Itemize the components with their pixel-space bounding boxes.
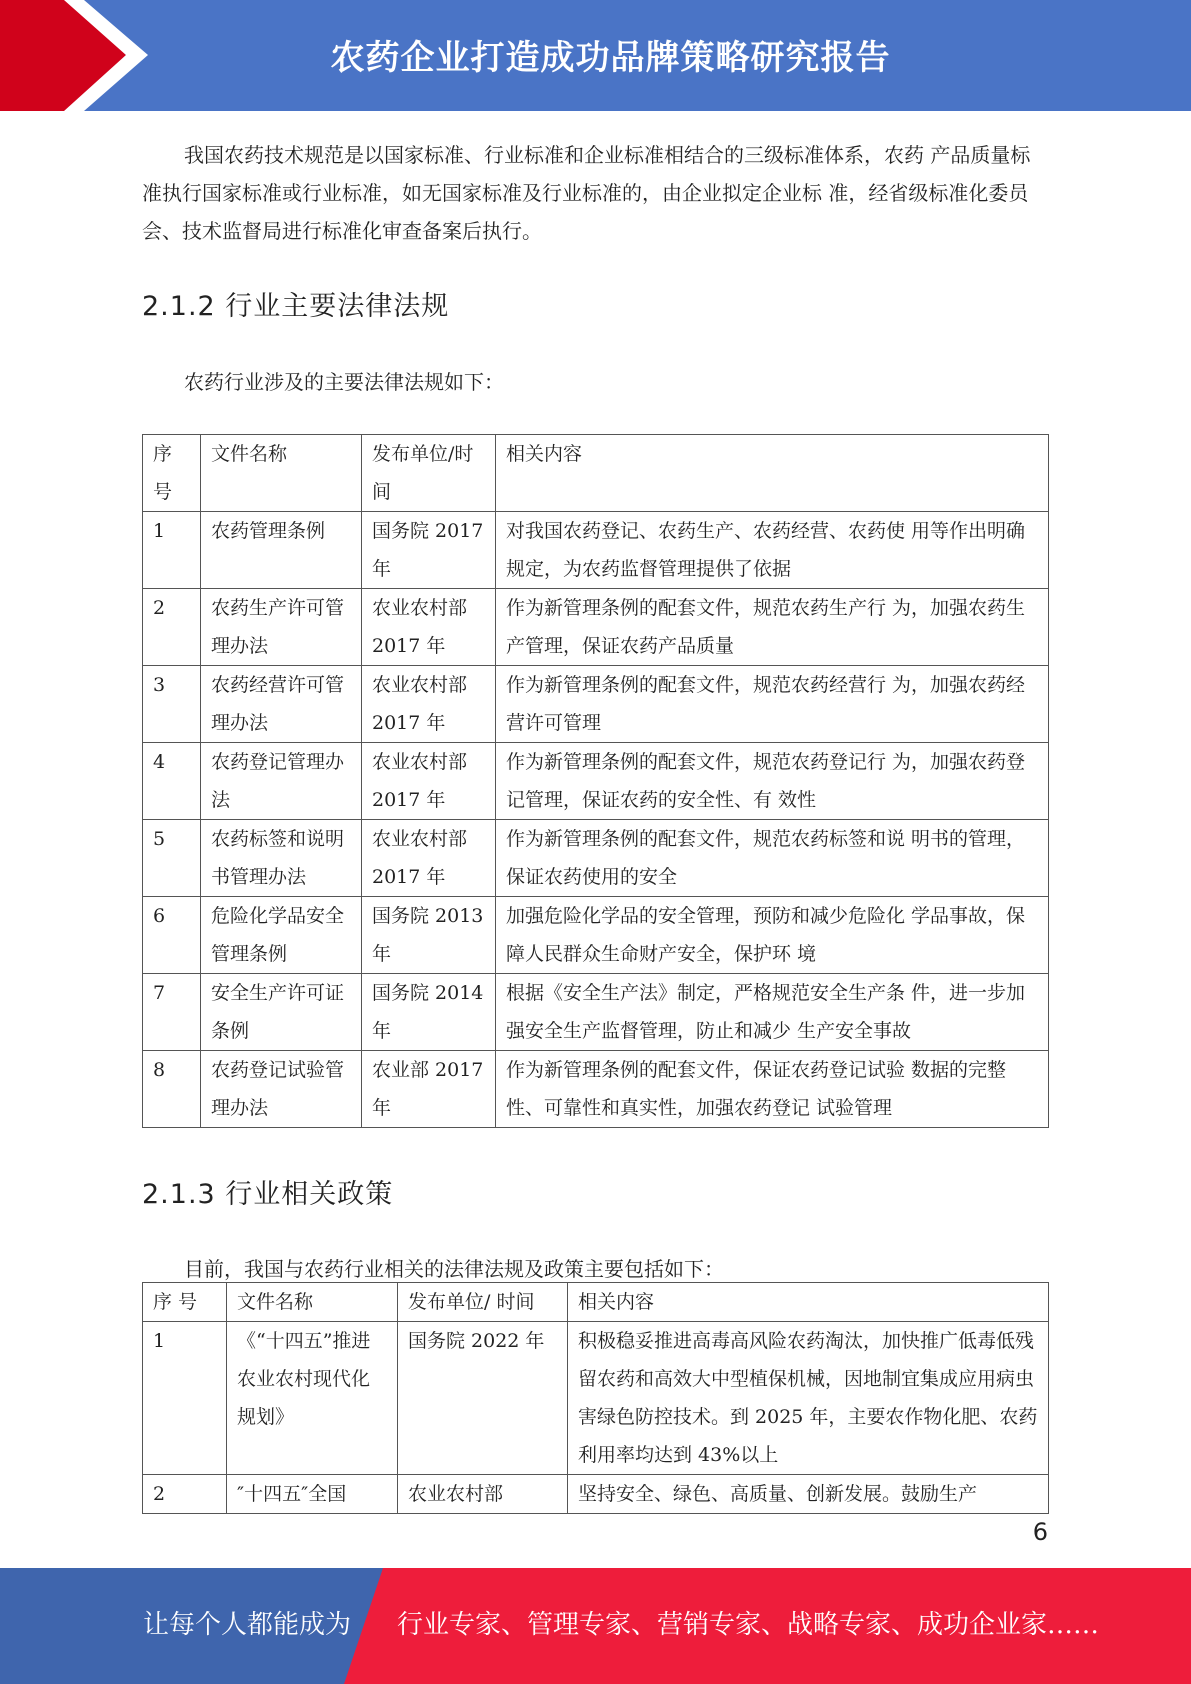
cell-index: 3 xyxy=(143,666,201,743)
cell-index: 5 xyxy=(143,820,201,897)
cell-index: 6 xyxy=(143,897,201,974)
cell-issuer: 农业农村部 2017 年 xyxy=(362,666,496,743)
cell-index: 8 xyxy=(143,1051,201,1128)
cell-doc-name: 农药经营许可管理办法 xyxy=(201,666,362,743)
table-row xyxy=(143,512,1049,589)
cell-content: 作为新管理条例的配套文件，规范农药标签和说 明书的管理，保证农药使用的安全 xyxy=(496,820,1049,897)
cell-index: 1 xyxy=(143,1322,227,1475)
cell-issuer: 农业农村部 2017 年 xyxy=(362,589,496,666)
cell-issuer: 农业农村部 2017 年 xyxy=(362,820,496,897)
cell-issuer: 国务院 2022 年 xyxy=(398,1322,568,1475)
cell-doc-name: 农药登记试验管理办法 xyxy=(201,1051,362,1128)
page-header xyxy=(0,0,1191,111)
cell-issuer: 国务院 2013 年 xyxy=(362,897,496,974)
section-policies-lead: 目前，我国与农药行业相关的法律法规及政策主要包括如下： xyxy=(184,1257,724,1281)
cell-issuer: 国务院 2014 年 xyxy=(362,974,496,1051)
footer-slogan-right: 行业专家、管理专家、营销专家、战略专家、成功企业家…… xyxy=(397,1610,1100,1640)
cell-issuer: 农业农村部 2017 年 xyxy=(362,743,496,820)
cell-content: 作为新管理条例的配套文件，规范农药生产行 为，加强农药生产管理，保证农药产品质量 xyxy=(496,589,1049,666)
table-row xyxy=(143,1322,1049,1475)
cell-content: 作为新管理条例的配套文件，规范农药登记行 为，加强农药登记管理，保证农药的安全性、有 效性 xyxy=(496,743,1049,820)
cell-content: 加强危险化学品的安全管理，预防和减少危险化 学品事故，保障人民群众生命财产安全，保护环 境 xyxy=(496,897,1049,974)
table-row xyxy=(143,666,1049,743)
cell-index: 7 xyxy=(143,974,201,1051)
header-cell-doc-name: 文件名称 xyxy=(227,1283,398,1322)
cell-index: 2 xyxy=(143,1475,227,1514)
header-cell-index: 序 号 xyxy=(143,1283,227,1322)
header-cell-index: 序号 xyxy=(143,435,201,512)
cell-index: 1 xyxy=(143,512,201,589)
section-heading-policies: 2.1.3 行业相关政策 xyxy=(142,1179,394,1210)
cell-index: 2 xyxy=(143,589,201,666)
header-cell-content: 相关内容 xyxy=(496,435,1049,512)
header-cell-issuer: 发布单位/ 时间 xyxy=(398,1283,568,1322)
table-row xyxy=(143,1475,1049,1514)
cell-content: 坚持安全、绿色、高质量、创新发展。鼓励生产 xyxy=(568,1475,1049,1514)
cell-content: 根据《安全生产法》制定，严格规范安全生产条 件，进一步加强安全生产监督管理，防止和减少 生产安全事故 xyxy=(496,974,1049,1051)
policies-table xyxy=(142,1282,1049,1514)
table-row xyxy=(143,743,1049,820)
table-header-row xyxy=(143,435,1049,512)
table-row xyxy=(143,974,1049,1051)
section-heading-laws: 2.1.2 行业主要法律法规 xyxy=(142,291,450,322)
cell-doc-name: 农药登记管理办法 xyxy=(201,743,362,820)
cell-doc-name: 危险化学品安全管理条例 xyxy=(201,897,362,974)
header-cell-issuer: 发布单位/时间 xyxy=(362,435,496,512)
cell-doc-name: 农药生产许可管理办法 xyxy=(201,589,362,666)
cell-issuer: 国务院 2017 年 xyxy=(362,512,496,589)
header-cell-doc-name: 文件名称 xyxy=(201,435,362,512)
table-row xyxy=(143,897,1049,974)
cell-doc-name: 农药标签和说明书管理办法 xyxy=(201,820,362,897)
table-row xyxy=(143,820,1049,897)
cell-doc-name: 《“十四五”推进农业农村现代化规划》 xyxy=(227,1322,398,1475)
cell-doc-name: 安全生产许可证条例 xyxy=(201,974,362,1051)
report-title: 农药企业打造成功品牌策略研究报告 xyxy=(330,38,891,78)
header-cell-content: 相关内容 xyxy=(568,1283,1049,1322)
cell-content: 作为新管理条例的配套文件，规范农药经营行 为，加强农药经营许可管理 xyxy=(496,666,1049,743)
table-header-row xyxy=(143,1283,1049,1322)
table-row xyxy=(143,1051,1049,1128)
section-laws-lead: 农药行业涉及的主要法律法规如下： xyxy=(184,370,504,394)
cell-doc-name: 农药管理条例 xyxy=(201,512,362,589)
intro-paragraph: 我国农药技术规范是以国家标准、行业标准和企业标准相结合的三级标准体系，农药 产品质量标准执行国家标准或行业标准，如无国家标准及行业标准的，由企业拟定企业标 准，经省级标准化委员会、技术监督局进行标准化审查备案后执行。 xyxy=(142,143,1031,243)
cell-content: 作为新管理条例的配套文件，保证农药登记试验 数据的完整性、可靠性和真实性，加强农药登记 试验管理 xyxy=(496,1051,1049,1128)
cell-index: 4 xyxy=(143,743,201,820)
page-number: 6 xyxy=(1032,1518,1048,1546)
cell-doc-name: ″十四五″全国 xyxy=(227,1475,398,1514)
page-footer xyxy=(0,1568,1191,1684)
cell-issuer: 农业农村部 xyxy=(398,1475,568,1514)
footer-slogan-left: 让每个人都能成为 xyxy=(143,1610,352,1640)
cell-content: 对我国农药登记、农药生产、农药经营、农药使 用等作出明确规定，为农药监督管理提供了依据 xyxy=(496,512,1049,589)
laws-table xyxy=(142,434,1049,1128)
cell-issuer: 农业部 2017 年 xyxy=(362,1051,496,1128)
table-row xyxy=(143,589,1049,666)
cell-content: 积极稳妥推进高毒高风险农药淘汰，加快推广低毒低残留农药和高效大中型植保机械，因地制宜集成应用病虫害绿色防控技术。到 2025 年，主要农作物化肥、农药利用率均达到 43%以上 xyxy=(568,1322,1049,1475)
